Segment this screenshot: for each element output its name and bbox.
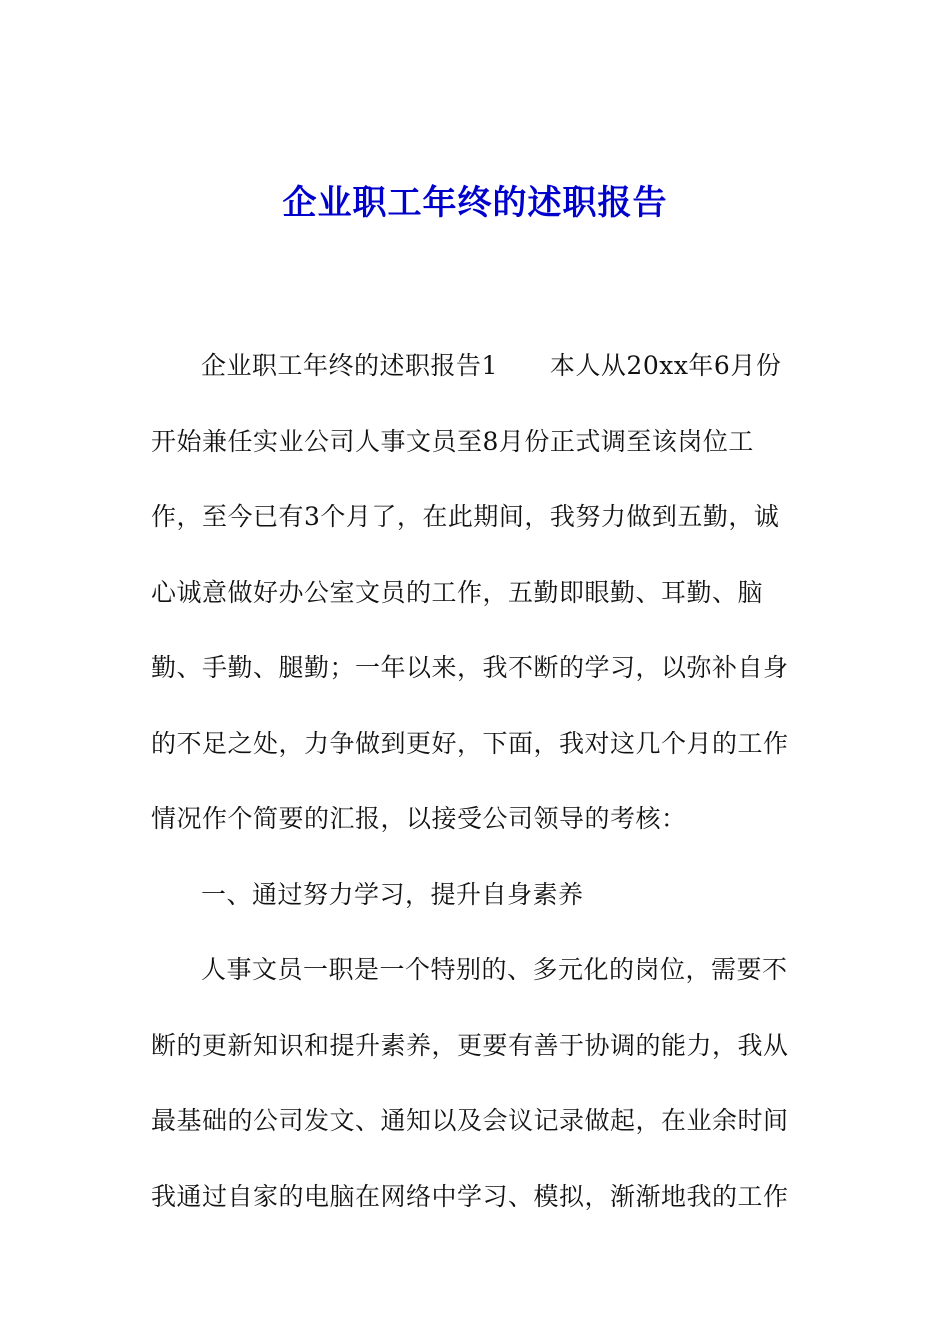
document-title: 企业职工年终的述职报告 (282, 183, 668, 223)
paragraph-line: 开始兼任实业公司人事文员至8月份正式调至该岗位工 (151, 426, 754, 456)
document-body (151, 328, 795, 1234)
paragraph-line: 勤、手勤、腿勤；一年以来，我不断的学习，以弥补自身 (151, 653, 789, 682)
paragraph-line: 我通过自家的电脑在网络中学习、模拟，渐渐地我的工作 (151, 1181, 789, 1211)
section-heading: 一、通过努力学习，提升自身素养 (201, 879, 584, 909)
paragraph-line: 心诚意做好办公室文员的工作，五勤即眼勤、耳勤、脑 (151, 577, 764, 607)
paragraph-text: 本人从20xx年6月份 (549, 351, 782, 380)
paragraph-line: 人事文员一职是一个特别的、多元化的岗位，需要不 (201, 955, 788, 984)
paragraph-line (151, 328, 795, 404)
paragraph-line: 最基础的公司发文、通知以及会议记录做起，在业余时间 (151, 1106, 789, 1135)
paragraph-line: 断的更新知识和提升素养，更要有善于协调的能力，我从 (151, 1030, 789, 1060)
paragraph-line: 作，至今已有3个月了，在此期间，我努力做到五勤，诚 (151, 502, 780, 531)
paragraph-line: 的不足之处，力争做到更好，下面，我对这几个月的工作 (151, 728, 789, 758)
report-heading-inline: 企业职工年终的述职报告1 (201, 351, 498, 380)
paragraph-line: 情况作个简要的汇报，以接受公司领导的考核： (151, 804, 687, 833)
